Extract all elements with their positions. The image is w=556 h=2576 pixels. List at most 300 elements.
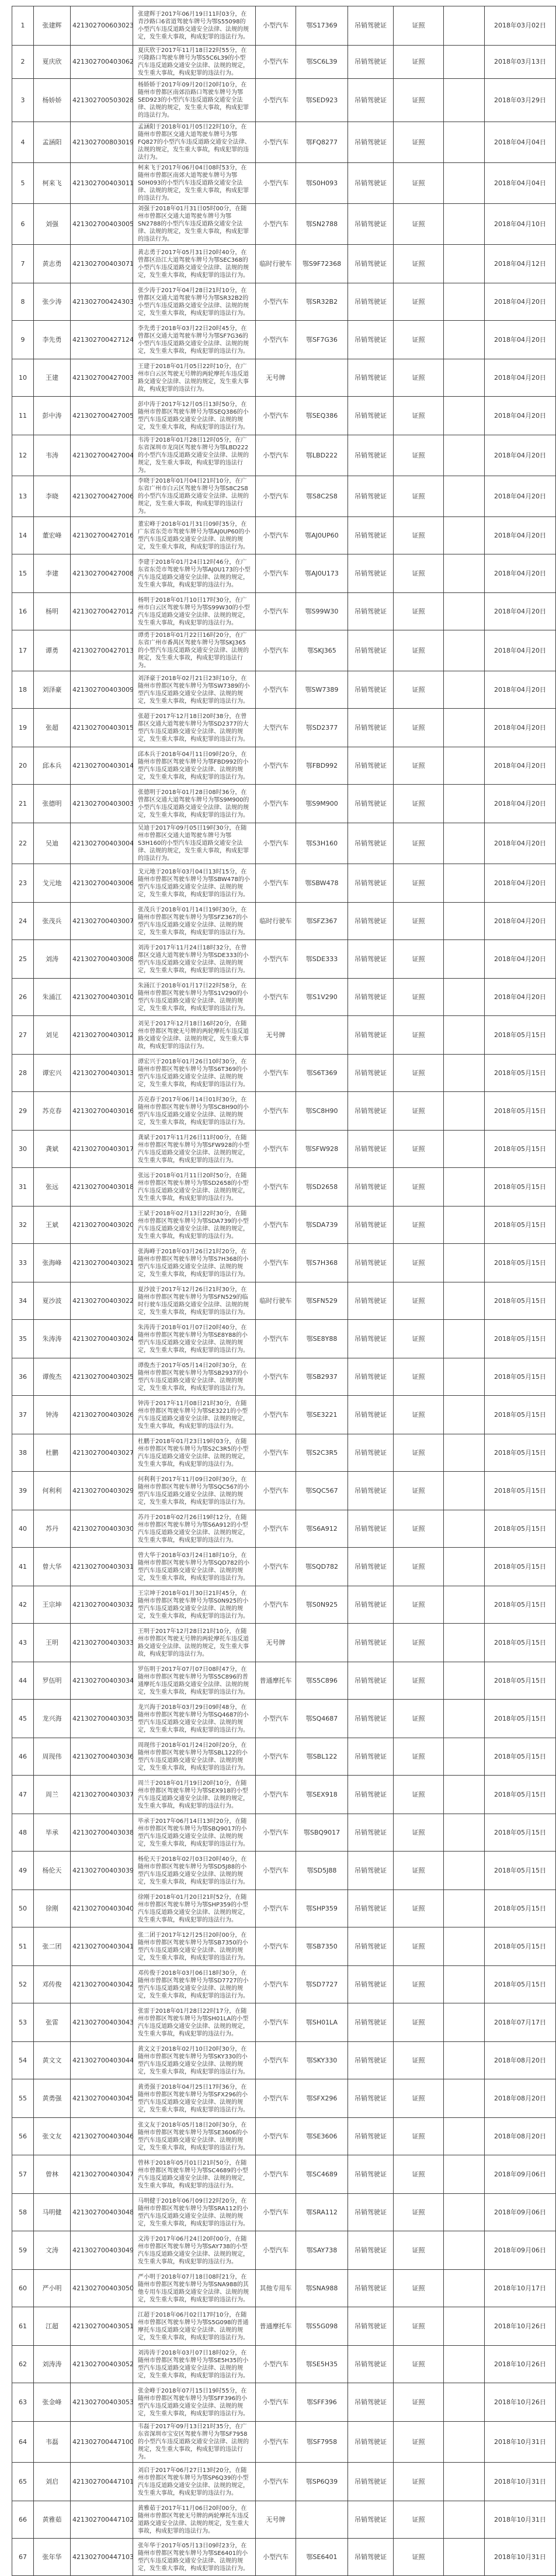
record-id-cell: 421302700447100 bbox=[71, 2422, 133, 2463]
decision-date-cell: 2018年10月31日 bbox=[485, 2463, 556, 2501]
penalty-type-cell: 吊销驾驶证 bbox=[348, 1624, 394, 1662]
decision-date-cell: 2018年04月20日 bbox=[485, 903, 556, 940]
violation-description-cell: 谭宏兴于2018年01月26日10时30分，在随州市曾都区驾驶车牌号为鄂S6T369的小型汽车违反道路交通安全法律、法规的规定，发生重大事故，构成犯罪的违法行为。 bbox=[133, 1055, 256, 1092]
plate-number-cell: 鄂S8C2S8 bbox=[296, 476, 348, 517]
person-name-cell: 邓传俊 bbox=[34, 1966, 71, 2003]
plate-number-cell: 鄂SFN529 bbox=[296, 1282, 348, 1320]
record-id-cell: 421302700427124 bbox=[71, 321, 133, 359]
plate-number-cell: 鄂S1V290 bbox=[296, 979, 348, 1016]
table-row bbox=[12, 476, 556, 517]
record-id-cell: 421302700403010 bbox=[71, 979, 133, 1016]
issuing-dept-cell bbox=[444, 1092, 485, 1131]
violation-description-cell: 夏沙波于2017年12月26日21时30分，在随州市曾都区驾驶车牌号为鄂SFN529的临时行驶车违反道路交通安全法律、法规的规定，发生重大事故，构成犯罪的违法行为。 bbox=[133, 1282, 256, 1320]
record-id-cell: 421302700427008 bbox=[71, 554, 133, 593]
penalty-type-cell: 吊销驾驶证 bbox=[348, 1738, 394, 1776]
penalty-type-cell: 吊销驾驶证 bbox=[348, 2539, 394, 2576]
person-name-cell: 韦涛 bbox=[34, 435, 71, 476]
plate-number-cell: 鄂S7H368 bbox=[296, 1244, 348, 1282]
issuing-dept-cell bbox=[444, 2079, 485, 2118]
document-type-cell: 证照 bbox=[394, 1586, 444, 1624]
row-number-cell: 21 bbox=[12, 785, 34, 823]
vehicle-type-cell: 小型汽车 bbox=[256, 1852, 296, 1890]
violation-description-cell: 苏克春于2017年06月14日01时30分，在随州市曾都区驾驶车牌号为鄂SC8H90的小型汽车违反道路交通安全法律、法规的规定，发生重大事故，构成犯罪的违法行为。 bbox=[133, 1092, 256, 1131]
document-type-cell: 证照 bbox=[394, 2539, 444, 2576]
penalty-type-cell: 吊销驾驶证 bbox=[348, 204, 394, 245]
row-number-cell: 22 bbox=[12, 823, 34, 864]
issuing-dept-cell bbox=[444, 1776, 485, 1814]
vehicle-type-cell: 无号牌 bbox=[256, 359, 296, 397]
person-name-cell: 吴迪 bbox=[34, 823, 71, 864]
vehicle-type-cell: 小型汽车 bbox=[256, 864, 296, 903]
row-number-cell: 38 bbox=[12, 1434, 34, 1472]
vehicle-type-cell: 小型汽车 bbox=[256, 1320, 296, 1358]
issuing-dept-cell bbox=[444, 2270, 485, 2307]
document-type-cell: 证照 bbox=[394, 1396, 444, 1434]
record-id-cell: 421302700403021 bbox=[71, 1244, 133, 1282]
plate-number-cell: 鄂S17369 bbox=[296, 6, 348, 46]
plate-number-cell: 鄂SD2377 bbox=[296, 709, 348, 747]
record-id-cell: 421302700403003 bbox=[71, 785, 133, 823]
row-number-cell: 62 bbox=[12, 2346, 34, 2383]
person-name-cell: 何利利 bbox=[34, 1472, 71, 1510]
issuing-dept-cell bbox=[444, 1738, 485, 1776]
vehicle-type-cell: 小型汽车 bbox=[256, 435, 296, 476]
row-number-cell: 48 bbox=[12, 1814, 34, 1852]
document-type-cell: 证照 bbox=[394, 1320, 444, 1358]
issuing-dept-cell bbox=[444, 204, 485, 245]
table-row bbox=[12, 940, 556, 979]
violation-description-cell: 王宗坤于2018年01月30日21时45分，在随州市曾都区驾驶车牌号为鄂S0N925的小型汽车违反道路交通安全法律、法规的规定，发生重大事故，构成犯罪的违法行为。 bbox=[133, 1586, 256, 1624]
decision-date-cell: 2018年05月15日 bbox=[485, 1548, 556, 1586]
person-name-cell: 董宏峰 bbox=[34, 517, 71, 554]
person-name-cell: 龚斌 bbox=[34, 1131, 71, 1168]
violation-description-cell: 刘涛涛于2018年03月07日18时02分，在随州市曾都区驾驶车牌号为鄂SE5H35的小型汽车违反道路交通安全法律、法规的规定，发生重大事故，构成犯罪的违法行为。 bbox=[133, 2346, 256, 2383]
document-type-cell: 证照 bbox=[394, 1358, 444, 1396]
vehicle-type-cell: 小型汽车 bbox=[256, 46, 296, 79]
plate-number-cell: 鄂SQD782 bbox=[296, 1548, 348, 1586]
penalty-type-cell: 吊销驾驶证 bbox=[348, 2307, 394, 2346]
issuing-dept-cell bbox=[444, 1966, 485, 2003]
document-type-cell: 证照 bbox=[394, 1548, 444, 1586]
table-row bbox=[12, 1548, 556, 1586]
penalty-type-cell: 吊销驾驶证 bbox=[348, 1890, 394, 1927]
record-id-cell: 421302700403038 bbox=[71, 1814, 133, 1852]
penalty-type-cell: 吊销驾驶证 bbox=[348, 435, 394, 476]
row-number-cell: 42 bbox=[12, 1586, 34, 1624]
plate-number-cell: 鄂SB2937 bbox=[296, 1358, 348, 1396]
violation-description-cell: 刘涛于2017年11月24日18时32分，在曾都区交通大道驾驶车牌号为鄂SDE333的小型汽车违反道路交通安全法律、法规的规定，发生重大事故，构成犯罪的违法行为。 bbox=[133, 940, 256, 979]
document-type-cell: 证照 bbox=[394, 476, 444, 517]
violation-description-cell: 张二团于2017年12月25日20时00分，在随州市曾都区驾驶车牌号为鄂SB7350的小型汽车违反道路交通安全法律、法规的规定，发生重大事故，构成犯罪的违法行为。 bbox=[133, 1927, 256, 1966]
violation-description-cell: 黄志勇于2017年05月31日20时40分，在曾都区沿江大道驾驶车牌号为鄂SEC368的小型汽车违反道路交通安全法律、法规的规定，发生重大事故，构成犯罪的违法行为。 bbox=[133, 245, 256, 283]
penalty-type-cell: 吊销驾驶证 bbox=[348, 1510, 394, 1548]
document-type-cell: 证照 bbox=[394, 245, 444, 283]
decision-date-cell: 2018年10月26日 bbox=[485, 2307, 556, 2346]
vehicle-type-cell: 小型汽车 bbox=[256, 476, 296, 517]
table-row bbox=[12, 554, 556, 593]
document-type-cell: 证照 bbox=[394, 630, 444, 671]
plate-number-cell: 鄂FBD992 bbox=[296, 747, 348, 785]
plate-number-cell: 鄂SBW478 bbox=[296, 864, 348, 903]
decision-date-cell: 2018年04月10日 bbox=[485, 204, 556, 245]
person-name-cell: 曾大华 bbox=[34, 1548, 71, 1586]
person-name-cell: 毕承 bbox=[34, 1814, 71, 1852]
plate-number-cell: 鄂SF7G36 bbox=[296, 321, 348, 359]
person-name-cell: 杨明 bbox=[34, 593, 71, 630]
record-id-cell: 421302700424303 bbox=[71, 283, 133, 321]
vehicle-type-cell: 无号牌 bbox=[256, 1016, 296, 1055]
document-type-cell: 证照 bbox=[394, 1927, 444, 1966]
page bbox=[0, 6, 546, 2572]
violation-description-cell: 张雷于2018年01月28日22时17分，在随州市曾都区驾驶车牌号为鄂SH01LA的小型汽车违反道路交通安全法律、法规的规定，发生重大事故，构成犯罪的违法行为。 bbox=[133, 2003, 256, 2042]
person-name-cell: 张海峰 bbox=[34, 1244, 71, 1282]
penalty-type-cell: 吊销驾驶证 bbox=[348, 1016, 394, 1055]
issuing-dept-cell bbox=[444, 1320, 485, 1358]
document-type-cell: 证照 bbox=[394, 1055, 444, 1092]
violation-description-cell: 董宏峰于2018年01月31日09时35分，在广东省东莞市驾驶车牌号为鄂AJ0UP60的小型汽车违反道路交通安全法律、法规的规定，发生重大事故，构成犯罪的违法行为。 bbox=[133, 517, 256, 554]
person-name-cell: 张文友 bbox=[34, 2118, 71, 2155]
plate-number-cell: 鄂SP6Q39 bbox=[296, 2463, 348, 2501]
plate-number-cell: 鄂SE8Y88 bbox=[296, 1320, 348, 1358]
record-id-cell: 421302700403016 bbox=[71, 1092, 133, 1131]
violation-description-cell: 朱涌江于2018年01月17日22时58分，在随州市曾都区驾驶车牌号为鄂S1V290的小型汽车违反道路交通安全法律、法规的规定，发生重大事故，构成犯罪的违法行为。 bbox=[133, 979, 256, 1016]
row-number-cell: 53 bbox=[12, 2003, 34, 2042]
issuing-dept-cell bbox=[444, 435, 485, 476]
vehicle-type-cell: 小型汽车 bbox=[256, 593, 296, 630]
document-type-cell: 证照 bbox=[394, 554, 444, 593]
violation-description-cell: 龙兴海于2018年03月29日09时48分，在随州市曾都区驾驶车牌号为鄂SQ4687的小型汽车违反道路交通安全法律、法规的规定，发生重大事故，构成犯罪的违法行为。 bbox=[133, 1700, 256, 1738]
document-type-cell: 证照 bbox=[394, 2383, 444, 2422]
vehicle-type-cell: 临时行驶车 bbox=[256, 245, 296, 283]
violation-description-cell: 徐刚于2018年01月20日21时52分，在随州市曾都区驾驶车牌号为鄂SHP359的小型汽车违反道路交通安全法律、法规的规定，发生重大事故，构成犯罪的违法行为。 bbox=[133, 1890, 256, 1927]
document-type-cell: 证照 bbox=[394, 2042, 444, 2079]
person-name-cell: 黄雅茹 bbox=[34, 2501, 71, 2539]
document-type-cell: 证照 bbox=[394, 2422, 444, 2463]
decision-date-cell: 2018年05月15日 bbox=[485, 1244, 556, 1282]
person-name-cell: 谭宏兴 bbox=[34, 1055, 71, 1092]
violation-description-cell: 杜鹏于2018年01月23日19时03分，在随州市曾都区驾驶车牌号为鄂S2C3R5的小型汽车违反道路交通安全法律、法规的规定，发生重大事故，构成犯罪的违法行为。 bbox=[133, 1434, 256, 1472]
table-row bbox=[12, 1168, 556, 1206]
table-row bbox=[12, 517, 556, 554]
person-name-cell: 周兰 bbox=[34, 1776, 71, 1814]
plate-number-cell: 鄂SD2658 bbox=[296, 1168, 348, 1206]
table-row bbox=[12, 2422, 556, 2463]
plate-number-cell: 鄂S2C3R5 bbox=[296, 1434, 348, 1472]
document-type-cell: 证照 bbox=[394, 1852, 444, 1890]
vehicle-type-cell: 小型汽车 bbox=[256, 979, 296, 1016]
issuing-dept-cell bbox=[444, 2501, 485, 2539]
issuing-dept-cell bbox=[444, 903, 485, 940]
penalty-type-cell: 吊销驾驶证 bbox=[348, 283, 394, 321]
decision-date-cell: 2018年10月31日 bbox=[485, 2501, 556, 2539]
issuing-dept-cell bbox=[444, 747, 485, 785]
penalty-type-cell: 吊销驾驶证 bbox=[348, 1244, 394, 1282]
issuing-dept-cell bbox=[444, 6, 485, 46]
violation-description-cell: 谭俊杰于2017年05月14日20时30分，在随州市曾都区驾驶车牌号为鄂SB2937的小型汽车违反道路交通安全法律、法规的规定，发生重大事故，构成犯罪的违法行为。 bbox=[133, 1358, 256, 1396]
issuing-dept-cell bbox=[444, 122, 485, 163]
plate-number-cell: 鄂LBD222 bbox=[296, 435, 348, 476]
record-id-cell: 421302700403006 bbox=[71, 864, 133, 903]
person-name-cell: 王宗坤 bbox=[34, 1586, 71, 1624]
decision-date-cell: 2018年08月20日 bbox=[485, 2042, 556, 2079]
row-number-cell: 20 bbox=[12, 747, 34, 785]
record-id-cell: 421302700403020 bbox=[71, 1206, 133, 1244]
decision-date-cell: 2018年04月20日 bbox=[485, 940, 556, 979]
violation-description-cell: 张金峰于2018年07月15日19时55分，在随州市曾都区驾驶车牌号为鄂SFF396的小型汽车违反道路交通安全法律、法规的规定，发生重大事故，构成犯罪的违法行为。 bbox=[133, 2383, 256, 2422]
violation-description-cell: 韦涛于2018年01月28日12时05分，在广东省深圳市龙岗区驾驶车牌号为鄂LBD222的小型汽车违反道路交通安全法律、法规的规定，发生重大事故，构成犯罪的违法行为。 bbox=[133, 435, 256, 476]
row-number-cell: 8 bbox=[12, 283, 34, 321]
record-id-cell: 421302700403014 bbox=[71, 747, 133, 785]
penalty-type-cell: 吊销驾驶证 bbox=[348, 245, 394, 283]
record-id-cell: 421302700403037 bbox=[71, 1776, 133, 1814]
record-id-cell: 421302700403033 bbox=[71, 1624, 133, 1662]
vehicle-type-cell: 小型汽车 bbox=[256, 940, 296, 979]
person-name-cell: 张二团 bbox=[34, 1927, 71, 1966]
table-row bbox=[12, 46, 556, 79]
table-row bbox=[12, 823, 556, 864]
plate-number-cell: 鄂SE5H35 bbox=[296, 2346, 348, 2383]
document-type-cell: 证照 bbox=[394, 903, 444, 940]
record-id-cell: 421302700503028 bbox=[71, 79, 133, 122]
person-name-cell: 王建 bbox=[34, 359, 71, 397]
vehicle-type-cell: 小型汽车 bbox=[256, 1927, 296, 1966]
document-type-cell: 证照 bbox=[394, 747, 444, 785]
person-name-cell: 朱涌江 bbox=[34, 979, 71, 1016]
person-name-cell: 曾林 bbox=[34, 2155, 71, 2194]
person-name-cell: 李建 bbox=[34, 554, 71, 593]
row-number-cell: 31 bbox=[12, 1168, 34, 1206]
vehicle-type-cell: 小型汽车 bbox=[256, 283, 296, 321]
record-id-cell: 421302700403012 bbox=[71, 1016, 133, 1055]
decision-date-cell: 2018年05月15日 bbox=[485, 1700, 556, 1738]
violation-description-cell: 毕承于2017年06月14日13时20分，在随州市曾都区驾驶车牌号为鄂SBQ9017的小型汽车违反道路交通安全法律、法规的规定，发生重大事故，构成犯罪的违法行为。 bbox=[133, 1814, 256, 1852]
row-number-cell: 14 bbox=[12, 517, 34, 554]
vehicle-type-cell: 小型汽车 bbox=[256, 671, 296, 709]
vehicle-type-cell: 小型汽车 bbox=[256, 321, 296, 359]
issuing-dept-cell bbox=[444, 1852, 485, 1890]
table-row bbox=[12, 709, 556, 747]
record-id-cell: 421302700403007 bbox=[71, 903, 133, 940]
row-number-cell: 60 bbox=[12, 2270, 34, 2307]
issuing-dept-cell bbox=[444, 1662, 485, 1700]
person-name-cell: 黄勇强 bbox=[34, 2079, 71, 2118]
issuing-dept-cell bbox=[444, 1396, 485, 1434]
row-number-cell: 43 bbox=[12, 1624, 34, 1662]
row-number-cell: 67 bbox=[12, 2539, 34, 2576]
record-id-cell: 421302700403005 bbox=[71, 204, 133, 245]
violation-description-cell: 王建于2018年01月05日22时10分，在广州市白云区驾驶无号牌的两轮摩托车违反道路交通安全法律、法规的规定，发生重大事故，构成犯罪的违法行为。 bbox=[133, 359, 256, 397]
decision-date-cell: 2018年05月15日 bbox=[485, 1131, 556, 1168]
row-number-cell: 18 bbox=[12, 671, 34, 709]
penalty-type-cell: 吊销驾驶证 bbox=[348, 1966, 394, 2003]
plate-number-cell: 鄂S9F72368 bbox=[296, 245, 348, 283]
violation-description-cell: 龚斌于2017年11月26日11时00分，在随州市曾都区驾驶车牌号为鄂SFW928的小型汽车违反道路交通安全法律、法规的规定，发生重大事故，构成犯罪的违法行为。 bbox=[133, 1131, 256, 1168]
violation-description-cell: 朱涛涛于2018年01月07日20时40分，在随州市曾都区驾驶车牌号为鄂SE8Y88的小型汽车违反道路交通安全法律、法规的规定，发生重大事故，构成犯罪的违法行为。 bbox=[133, 1320, 256, 1358]
plate-number-cell: 鄂SE3606 bbox=[296, 2118, 348, 2155]
issuing-dept-cell bbox=[444, 2422, 485, 2463]
row-number-cell: 50 bbox=[12, 1890, 34, 1927]
decision-date-cell: 2018年10月17日 bbox=[485, 2270, 556, 2307]
issuing-dept-cell bbox=[444, 46, 485, 79]
row-number-cell: 24 bbox=[12, 903, 34, 940]
decision-date-cell: 2018年04月20日 bbox=[485, 397, 556, 435]
violation-description-cell: 邱本兵于2018年04月11日09时20分，在随州市曾都区驾驶车牌号为鄂FBD992的小型汽车违反道路交通安全法律、法规的规定，发生重大事故，构成犯罪的违法行为。 bbox=[133, 747, 256, 785]
row-number-cell: 15 bbox=[12, 554, 34, 593]
row-number-cell: 37 bbox=[12, 1396, 34, 1434]
person-name-cell: 张建辉 bbox=[34, 6, 71, 46]
violation-description-cell: 周现伟于2018年01月24日20时20分，在随州市曾都区驾驶车牌号为鄂SBL122的小型汽车违反道路交通安全法律、法规的规定，发生重大事故，构成犯罪的违法行为。 bbox=[133, 1738, 256, 1776]
penalty-type-cell: 吊销驾驶证 bbox=[348, 2079, 394, 2118]
penalty-type-cell: 吊销驾驶证 bbox=[348, 1168, 394, 1206]
row-number-cell: 16 bbox=[12, 593, 34, 630]
penalty-type-cell: 吊销驾驶证 bbox=[348, 163, 394, 204]
plate-number-cell: 鄂AJ0UP60 bbox=[296, 517, 348, 554]
issuing-dept-cell bbox=[444, 1168, 485, 1206]
decision-date-cell: 2018年09月06日 bbox=[485, 2155, 556, 2194]
table-row bbox=[12, 1700, 556, 1738]
document-type-cell: 证照 bbox=[394, 1890, 444, 1927]
person-name-cell: 江超 bbox=[34, 2307, 71, 2346]
plate-number-cell: 鄂SBQ9017 bbox=[296, 1814, 348, 1852]
issuing-dept-cell bbox=[444, 1472, 485, 1510]
record-id-cell: 421302700403071 bbox=[71, 245, 133, 283]
plate-number-cell: 鄂AJ0U173 bbox=[296, 554, 348, 593]
row-number-cell: 12 bbox=[12, 435, 34, 476]
penalty-type-cell: 吊销驾驶证 bbox=[348, 2346, 394, 2383]
issuing-dept-cell bbox=[444, 1814, 485, 1852]
row-number-cell: 3 bbox=[12, 79, 34, 122]
vehicle-type-cell: 小型汽车 bbox=[256, 6, 296, 46]
row-number-cell: 40 bbox=[12, 1510, 34, 1548]
record-id-cell: 421302700403034 bbox=[71, 1662, 133, 1700]
table-row bbox=[12, 204, 556, 245]
person-name-cell: 黄志勇 bbox=[34, 245, 71, 283]
penalty-type-cell: 吊销驾驶证 bbox=[348, 6, 394, 46]
document-type-cell: 证照 bbox=[394, 823, 444, 864]
vehicle-type-cell: 小型汽车 bbox=[256, 1168, 296, 1206]
row-number-cell: 29 bbox=[12, 1092, 34, 1131]
issuing-dept-cell bbox=[444, 1624, 485, 1662]
table-row bbox=[12, 79, 556, 122]
table-row bbox=[12, 321, 556, 359]
penalty-type-cell: 吊销驾驶证 bbox=[348, 785, 394, 823]
vehicle-type-cell: 小型汽车 bbox=[256, 1472, 296, 1510]
person-name-cell: 彭中涛 bbox=[34, 397, 71, 435]
record-id-cell: 421302700403048 bbox=[71, 2194, 133, 2231]
record-id-cell: 421302700403050 bbox=[71, 2270, 133, 2307]
plate-number-cell: 鄂SE6401 bbox=[296, 2539, 348, 2576]
issuing-dept-cell bbox=[444, 1890, 485, 1927]
table-row bbox=[12, 1927, 556, 1966]
plate-number-cell: 鄂SQ4687 bbox=[296, 1700, 348, 1738]
vehicle-type-cell: 普通摩托车 bbox=[256, 2307, 296, 2346]
issuing-dept-cell bbox=[444, 321, 485, 359]
issuing-dept-cell bbox=[444, 2042, 485, 2079]
issuing-dept-cell bbox=[444, 630, 485, 671]
row-number-cell: 35 bbox=[12, 1320, 34, 1358]
person-name-cell: 柯来飞 bbox=[34, 163, 71, 204]
table-row bbox=[12, 1320, 556, 1358]
person-name-cell: 张金峰 bbox=[34, 2383, 71, 2422]
table-row bbox=[12, 163, 556, 204]
decision-date-cell: 2018年03月13日 bbox=[485, 46, 556, 79]
record-id-cell: 421302700403053 bbox=[71, 2383, 133, 2422]
issuing-dept-cell bbox=[444, 2463, 485, 2501]
table-row bbox=[12, 1852, 556, 1890]
record-id-cell: 421302700403047 bbox=[71, 2155, 133, 2194]
record-id-cell: 421302700403008 bbox=[71, 940, 133, 979]
row-number-cell: 64 bbox=[12, 2422, 34, 2463]
document-type-cell: 证照 bbox=[394, 2231, 444, 2270]
table-row bbox=[12, 2118, 556, 2155]
table-row bbox=[12, 283, 556, 321]
record-id-cell: 421302700403029 bbox=[71, 1472, 133, 1510]
table-row bbox=[12, 1472, 556, 1510]
person-name-cell: 刘涛涛 bbox=[34, 2346, 71, 2383]
document-type-cell: 证照 bbox=[394, 1738, 444, 1776]
row-number-cell: 56 bbox=[12, 2118, 34, 2155]
row-number-cell: 57 bbox=[12, 2155, 34, 2194]
person-name-cell: 王明 bbox=[34, 1624, 71, 1662]
violation-description-cell: 曾林于2018年05月01日21时50分，在随州市曾都区驾驶车牌号为鄂SC4689的小型汽车违反道路交通安全法律、法规的规定，发生重大事故，构成犯罪的违法行为。 bbox=[133, 2155, 256, 2194]
row-number-cell: 23 bbox=[12, 864, 34, 903]
row-number-cell: 26 bbox=[12, 979, 34, 1016]
decision-date-cell: 2018年04月20日 bbox=[485, 476, 556, 517]
penalty-type-cell: 吊销驾驶证 bbox=[348, 46, 394, 79]
issuing-dept-cell bbox=[444, 1434, 485, 1472]
document-type-cell: 证照 bbox=[394, 671, 444, 709]
vehicle-type-cell: 小型汽车 bbox=[256, 1131, 296, 1168]
penalty-type-cell: 吊销驾驶证 bbox=[348, 709, 394, 747]
person-name-cell: 王斌 bbox=[34, 1206, 71, 1244]
plate-number-cell: 鄂S3H160 bbox=[296, 823, 348, 864]
penalty-type-cell: 吊销驾驶证 bbox=[348, 2231, 394, 2270]
row-number-cell: 28 bbox=[12, 1055, 34, 1092]
record-id-cell: 421302700403015 bbox=[71, 709, 133, 747]
record-id-cell: 421302700403018 bbox=[71, 1168, 133, 1206]
document-type-cell: 证照 bbox=[394, 122, 444, 163]
vehicle-type-cell: 小型汽车 bbox=[256, 2422, 296, 2463]
decision-date-cell: 2018年07月17日 bbox=[485, 2003, 556, 2042]
vehicle-type-cell: 小型汽车 bbox=[256, 122, 296, 163]
row-number-cell: 66 bbox=[12, 2501, 34, 2539]
row-number-cell: 4 bbox=[12, 122, 34, 163]
decision-date-cell: 2018年05月15日 bbox=[485, 1662, 556, 1700]
document-type-cell: 证照 bbox=[394, 1472, 444, 1510]
plate-number-cell: 鄂SH01LA bbox=[296, 2003, 348, 2042]
person-name-cell: 谭勇 bbox=[34, 630, 71, 671]
record-id-cell: 421302700403035 bbox=[71, 1700, 133, 1738]
decision-date-cell: 2018年04月20日 bbox=[485, 709, 556, 747]
decision-date-cell: 2018年04月20日 bbox=[485, 785, 556, 823]
issuing-dept-cell bbox=[444, 2539, 485, 2576]
table-row bbox=[12, 1092, 556, 1131]
violation-description-cell: 曾大华于2018年03月24日18时10分，在随州市曾都区驾驶车牌号为鄂SQD782的小型汽车违反道路交通安全法律、法规的规定，发生重大事故，构成犯罪的违法行为。 bbox=[133, 1548, 256, 1586]
decision-date-cell: 2018年05月15日 bbox=[485, 1966, 556, 2003]
table-row bbox=[12, 1814, 556, 1852]
record-id-cell: 421302700447101 bbox=[71, 2463, 133, 2501]
table-row bbox=[12, 1434, 556, 1472]
document-type-cell: 证照 bbox=[394, 1282, 444, 1320]
issuing-dept-cell bbox=[444, 554, 485, 593]
decision-date-cell: 2018年05月15日 bbox=[485, 1927, 556, 1966]
violation-description-cell: 黄文文于2018年02月10日20时30分，在随州市曾都区驾驶车牌号为鄂SKY330的小型汽车违反道路交通安全法律、法规的规定，发生重大事故，构成犯罪的违法行为。 bbox=[133, 2042, 256, 2079]
document-type-cell: 证照 bbox=[394, 2463, 444, 2501]
row-number-cell: 32 bbox=[12, 1206, 34, 1244]
plate-number-cell: 鄂S9M900 bbox=[296, 785, 348, 823]
issuing-dept-cell bbox=[444, 1927, 485, 1966]
violation-description-cell: 文涛于2017年06月24日20时00分，在随州市曾都区驾驶车牌号为鄂SAY738的小型汽车违反道路交通安全法律、法规的规定，发生重大事故，构成犯罪的违法行为。 bbox=[133, 2231, 256, 2270]
